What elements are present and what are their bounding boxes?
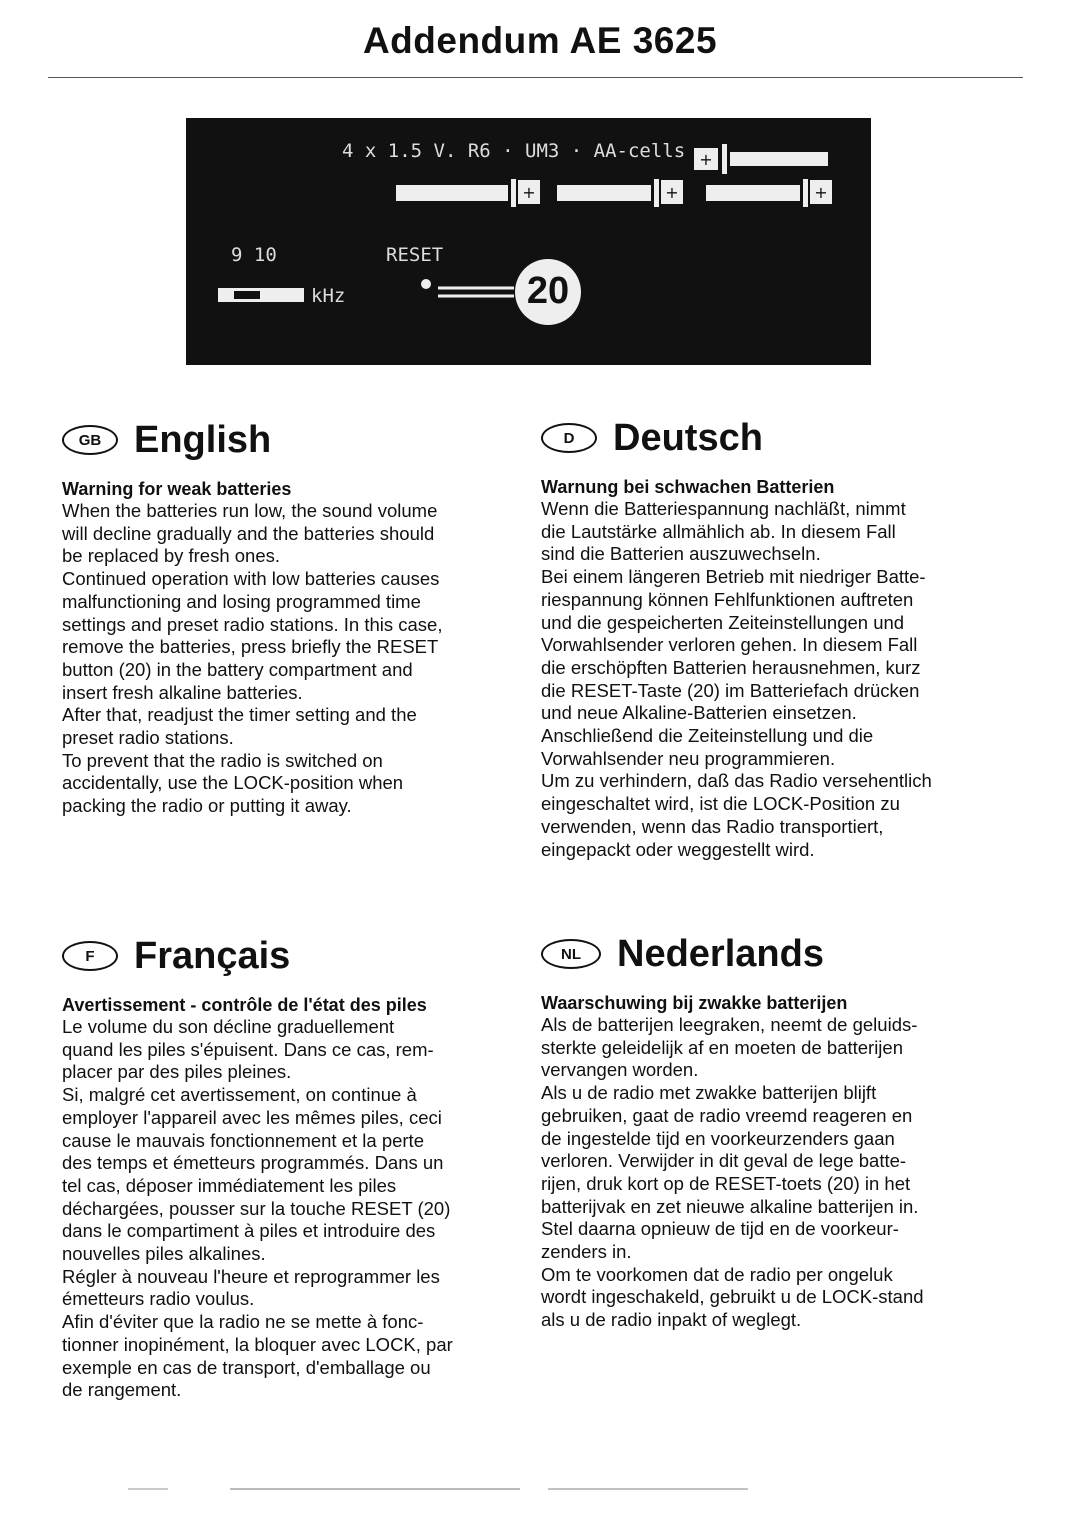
section-heading: Deutsch (613, 416, 763, 459)
section-subtitle: Avertissement - contrôle de l'état des piles (62, 995, 427, 1015)
paragraph-line: sterkte geleidelijk af en moeten de batterijen (541, 1036, 903, 1058)
page-title: Addendum AE 3625 (362, 20, 718, 61)
paragraph-line: rijen, druk kort op de RESET-toets (20) in het (541, 1172, 911, 1194)
paragraph-line: zenders in. (541, 1241, 632, 1263)
paragraph-line: Stel daarna opnieuw de tijd en de voorkeur- (541, 1218, 899, 1240)
svg-text:+: + (522, 183, 536, 202)
battery-diagram (186, 118, 871, 365)
paragraph-line: preset radio stations. (62, 727, 234, 749)
section-heading: Nederlands (617, 932, 824, 975)
section-francais (62, 928, 532, 1402)
paragraph-line: insert fresh alkaline batteries. (62, 681, 303, 703)
paragraph-line: die RESET-Taste (20) im Batteriefach drücken (541, 679, 920, 701)
scan-artifact (128, 1488, 168, 1490)
d-badge-icon: D (541, 423, 597, 453)
paragraph-line: verloren. Verwijder in dit geval de lege batte- (541, 1150, 907, 1172)
paragraph-line: placer par des piles pleines. (62, 1061, 292, 1083)
svg-text:+: + (814, 183, 828, 202)
paragraph-line: die Lautstärke allmählich ab. In diesem Fall (541, 520, 896, 542)
battery-slot (396, 185, 508, 201)
paragraph-line: und die gespeicherten Zeiteinstellungen und (541, 611, 905, 633)
paragraph-line: wordt ingeschakeld, gebruikt u de LOCK-stand (541, 1286, 924, 1308)
section-deutsch (541, 410, 1021, 861)
f-badge-icon: F (62, 941, 118, 971)
paragraph-line: dans le compartiment à piles et introduire des (62, 1220, 436, 1242)
battery-slot (557, 185, 651, 201)
paragraph-line: batterijvak en zet nieuwe alkaline batterijen in. (541, 1195, 919, 1217)
battery-compartment-illustration (186, 118, 871, 365)
paragraph-line: employer l'appareil avec les mêmes piles, ceci (62, 1106, 442, 1128)
paragraph-line: cause le mauvais fonctionnement et la perte (62, 1129, 424, 1151)
paragraph-line: gebruiken, gaat de radio vreemd reageren en (541, 1104, 913, 1126)
paragraph-line: nouvelles piles alkalines. (62, 1243, 266, 1265)
paragraph-line: remove the batteries, press briefly the RESET (62, 636, 439, 658)
paragraph-line: button (20) in the battery compartment and (62, 658, 413, 680)
paragraph-line: Le volume du son décline graduellement (62, 1016, 395, 1037)
paragraph-line: de rangement. (62, 1379, 182, 1401)
section-subtitle: Warning for weak batteries (62, 479, 292, 499)
paragraph-line: quand les piles s'épuisent. Dans ce cas, rem- (62, 1038, 434, 1060)
paragraph-line: sind die Batterien auszuwechseln. (541, 543, 821, 565)
band-switch (218, 288, 304, 302)
scan-artifact (548, 1488, 748, 1490)
paragraph-line: de ingestelde tijd en voorkeurzenders gaan (541, 1127, 895, 1149)
reset-label: RESET (386, 244, 444, 266)
battery-spec-label: 4 x 1.5 V. R6 · UM3 · AA-cells (342, 140, 686, 162)
paragraph-line: Bei einem längeren Betrieb mit niedriger Batte- (541, 566, 926, 588)
paragraph-line: packing the radio or putting it away. (62, 795, 352, 817)
paragraph-line: und neue Alkaline-Batterien einsetzen. (541, 702, 857, 724)
section-english (62, 412, 522, 818)
paragraph-line: Wenn die Batteriespannung nachläßt, nimmt (541, 498, 906, 519)
paragraph-line: Vorwahlsender verloren gehen. In diesem Fall (541, 634, 918, 656)
paragraph-line: riespannung können Fehlfunktionen auftreten (541, 588, 914, 610)
paragraph-line: Vorwahlsender neu programmieren. (541, 747, 836, 769)
khz-label: kHz (311, 285, 346, 307)
paragraph-line: eingeschaltet wird, ist die LOCK-Position zu (541, 793, 900, 815)
section-subtitle: Warnung bei schwachen Batterien (541, 477, 835, 497)
paragraph-line: be replaced by fresh ones. (62, 545, 281, 567)
section-heading: English (134, 418, 272, 461)
section-subtitle: Waarschuwing bij zwakke batterijen (541, 993, 848, 1013)
gb-badge-icon: GB (62, 425, 118, 455)
paragraph-line: settings and preset radio stations. In this case, (62, 613, 443, 635)
paragraph-line: exemple en cas de transport, d'emballage ou (62, 1356, 431, 1378)
reset-callout-number: 20 (526, 270, 570, 312)
paragraph-line: vervangen worden. (541, 1059, 699, 1081)
paragraph-line: will decline gradually and the batteries should (62, 522, 435, 544)
paragraph-line: des temps et émetteurs programmés. Dans un (62, 1152, 444, 1174)
paragraph-line: Als de batterijen leegraken, neemt de geluids- (541, 1014, 918, 1035)
paragraph-line: Als u de radio met zwakke batterijen blijft (541, 1082, 877, 1104)
paragraph-line: Régler à nouveau l'heure et reprogrammer les (62, 1265, 440, 1287)
battery-slot (730, 152, 828, 166)
paragraph-line: déchargées, pousser sur la touche RESET (20) (62, 1197, 451, 1219)
battery-slot (706, 185, 800, 201)
paragraph-line: Si, malgré cet avertissement, on continue à (62, 1084, 417, 1106)
paragraph-line: Anschließend die Zeiteinstellung und die (541, 725, 874, 747)
paragraph-line: Afin d'éviter que la radio ne se mette à fonc- (62, 1311, 424, 1333)
paragraph-line: tionner inopinément, la bloquer avec LOCK, par (62, 1333, 453, 1355)
paragraph-line: When the batteries run low, the sound volume (62, 500, 438, 521)
paragraph-line: malfunctioning and losing programmed time (62, 590, 421, 612)
paragraph-line: Um zu verhindern, daß das Radio versehentlich (541, 770, 932, 792)
paragraph-line: eingepackt oder weggestellt wird. (541, 838, 815, 860)
paragraph-line: die erschöpften Batterien herausnehmen, kurz (541, 656, 921, 678)
paragraph-line: accidentally, use the LOCK-position when (62, 772, 404, 794)
section-nederlands (541, 926, 1021, 1332)
section-heading: Français (134, 934, 291, 977)
svg-text:+: + (665, 183, 679, 202)
nl-badge-icon: NL (541, 939, 601, 969)
paragraph-line: After that, readjust the timer setting and the (62, 704, 417, 726)
band-scale-label: 9 10 (231, 244, 277, 266)
paragraph-line: tel cas, déposer immédiatement les piles (62, 1174, 397, 1196)
paragraph-line: To prevent that the radio is switched on (62, 749, 383, 771)
paragraph-line: Continued operation with low batteries causes (62, 568, 440, 590)
paragraph-line: als u de radio inpakt of weglegt. (541, 1309, 802, 1331)
paragraph-line: émetteurs radio voulus. (62, 1288, 255, 1310)
title-divider (48, 77, 1023, 78)
paragraph-line: verwenden, wenn das Radio transportiert, (541, 815, 884, 837)
scan-artifact (230, 1488, 520, 1490)
paragraph-line: Om te voorkomen dat de radio per ongeluk (541, 1263, 893, 1285)
svg-text:+: + (699, 150, 713, 169)
